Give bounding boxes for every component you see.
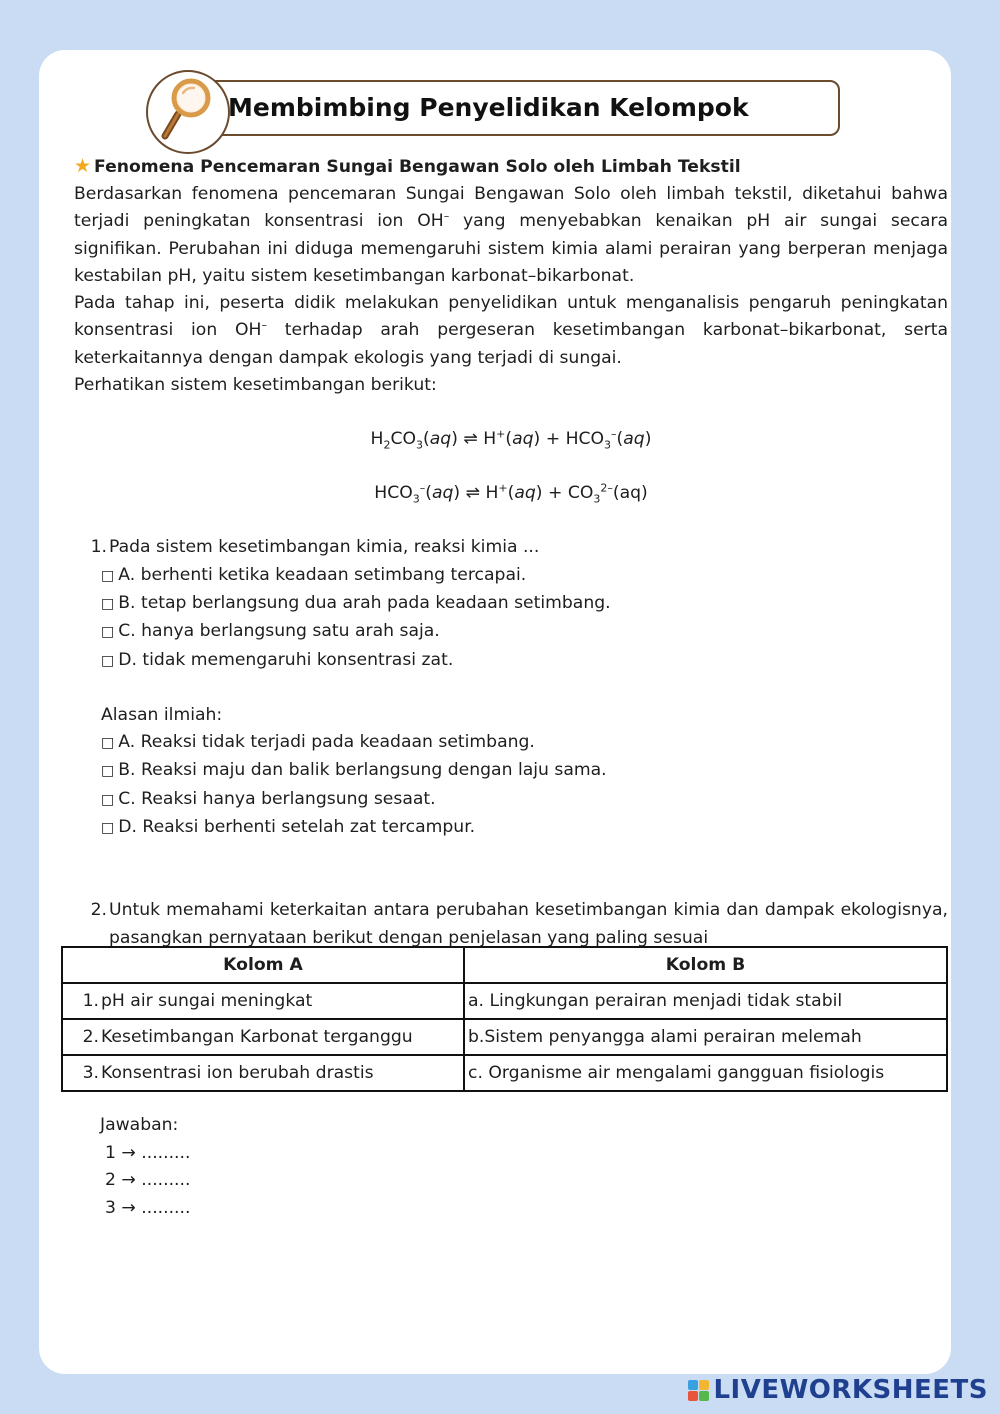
- table-cell-b: a. Lingkungan perairan menjadi tidak stabil: [464, 983, 947, 1019]
- checkbox-icon[interactable]: □: [101, 820, 115, 837]
- reason-d[interactable]: [74, 814, 948, 842]
- answer-label: Jawaban:: [100, 1115, 179, 1135]
- table-cell-b: c. Organisme air mengalami gangguan fisiologis: [464, 1055, 947, 1091]
- row-number: 2.: [82, 1027, 99, 1047]
- reason-text: B. Reaksi maju dan balik berlangsung dengan laju sama.: [118, 760, 607, 781]
- checkbox-icon[interactable]: □: [101, 763, 115, 780]
- paragraph-1-text-a: Berdasarkan fenomena pencemaran Sungai Bengawan Solo oleh limbah tekstil, diketahui bahwa terjadi peningkatan konsentrasi ion OH: [74, 184, 948, 232]
- liveworksheets-logo: [688, 1372, 988, 1408]
- option-label: D. tidak memengaruhi konsentrasi zat.: [118, 649, 454, 670]
- question-1: [74, 534, 948, 561]
- brand-name: LIVEWORKSHEETS: [713, 1375, 988, 1405]
- reason-text: D. Reaksi berhenti setelah zat tercampur.: [118, 817, 476, 838]
- paragraph-2-text-a: Pada tahap ini, peserta didik melakukan penyelidikan untuk menganalisis pengaruh peningkatan konsentrasi ion OH: [74, 293, 948, 341]
- content: [74, 152, 948, 952]
- paragraph-3: Perhatikan sistem kesetimbangan berikut:: [74, 375, 437, 396]
- answer-line-2[interactable]: 2 → .........: [105, 1170, 191, 1190]
- statement: Kesetimbangan Karbonat terganggu: [101, 1027, 413, 1047]
- brand-logo-icon: [688, 1380, 709, 1401]
- reason-text: C. Reaksi hanya berlangsung sesaat.: [118, 788, 436, 809]
- statement: pH air sungai meningkat: [101, 991, 313, 1011]
- checkbox-icon[interactable]: □: [101, 791, 115, 808]
- option-label: B. tetap berlangsung dua arah pada keadaan setimbang.: [118, 592, 611, 613]
- star-icon: ★: [74, 155, 92, 177]
- answer-line-1[interactable]: 1 → .........: [105, 1142, 191, 1163]
- table-row: [62, 1055, 947, 1091]
- checkbox-icon[interactable]: □: [101, 735, 115, 752]
- column-a-header: Kolom A: [62, 947, 464, 983]
- question-number: 2.: [90, 900, 107, 921]
- question-2: [74, 897, 948, 952]
- option-a[interactable]: [74, 562, 948, 590]
- minus-superscript: –: [261, 318, 267, 332]
- answer-section: [100, 1112, 190, 1222]
- reason-c[interactable]: [74, 786, 948, 814]
- question-text: Pada sistem kesetimbangan kimia, reaksi kimia ...: [109, 537, 540, 558]
- equation-2: $HCO_3^-(aq)$ ⇌ $H^+(aq) + CO_3^{2-}(aq)$: [374, 481, 648, 506]
- checkbox-icon[interactable]: □: [101, 567, 115, 584]
- reason-text: A. Reaksi tidak terjadi pada keadaan setimbang.: [118, 732, 535, 753]
- paragraph-1: [74, 181, 948, 290]
- matching-table: [61, 946, 948, 1092]
- table-header-row: [62, 947, 947, 983]
- row-number: 3.: [82, 1063, 99, 1083]
- section-heading: [74, 152, 948, 181]
- equation-1: $H_2CO_3(aq)$ ⇌ $H^+(aq) + HCO_3^-(aq)$: [370, 427, 652, 452]
- option-b[interactable]: [74, 590, 948, 618]
- magnifying-glass-icon: [148, 72, 228, 152]
- paragraph-1-text-b: yang menyebabkan kenaikan pH air sungai secara signifikan. Perubahan ini diduga memengaruhi sistem kimia alami perairan yang berperan menjaga kestabilan pH, yaitu sistem kesetimbangan karbonat–bikarbonat.: [74, 211, 949, 286]
- option-label: C. hanya berlangsung satu arah saja.: [118, 621, 440, 642]
- reason-label: Alasan ilmiah:: [101, 704, 223, 725]
- table-cell-a: [62, 1055, 464, 1091]
- table-row: [62, 983, 947, 1019]
- magnifier-badge: [146, 70, 230, 154]
- checkbox-icon[interactable]: □: [101, 624, 115, 641]
- page-title: Membimbing Penyelidikan Kelompok: [228, 93, 749, 122]
- section-heading-text: Fenomena Pencemaran Sungai Bengawan Solo oleh Limbah Tekstil: [94, 157, 741, 177]
- option-c[interactable]: [74, 618, 948, 646]
- column-b-header: Kolom B: [464, 947, 947, 983]
- paragraph-2-text-b: terhadap arah pergeseran kesetimbangan karbonat–bikarbonat, serta keterkaitannya dengan dampak ekologis yang terjadi di sungai.: [74, 320, 949, 368]
- checkbox-icon[interactable]: □: [101, 595, 115, 612]
- checkbox-icon[interactable]: □: [101, 652, 115, 669]
- table-cell-a: [62, 1019, 464, 1055]
- table-row: [62, 1019, 947, 1055]
- statement: Konsentrasi ion berubah drastis: [101, 1063, 374, 1083]
- table-cell-a: [62, 983, 464, 1019]
- table-cell-b: b.Sistem penyangga alami perairan melemah: [464, 1019, 947, 1055]
- reason-b[interactable]: [74, 757, 948, 785]
- question-text: Untuk memahami keterkaitan antara perubahan kesetimbangan kimia dan dampak ekologisnya, pasangkan pernyataan berikut dengan penjelasan yang paling sesuai: [109, 900, 948, 948]
- row-number: 1.: [82, 991, 99, 1011]
- question-number: 1.: [90, 537, 107, 558]
- option-label: A. berhenti ketika keadaan setimbang tercapai.: [118, 564, 527, 585]
- option-d[interactable]: [74, 647, 948, 675]
- reason-a[interactable]: [74, 729, 948, 757]
- paragraph-2: [74, 290, 948, 372]
- minus-superscript: –: [443, 209, 450, 223]
- answer-line-3[interactable]: 3 → .........: [105, 1197, 191, 1218]
